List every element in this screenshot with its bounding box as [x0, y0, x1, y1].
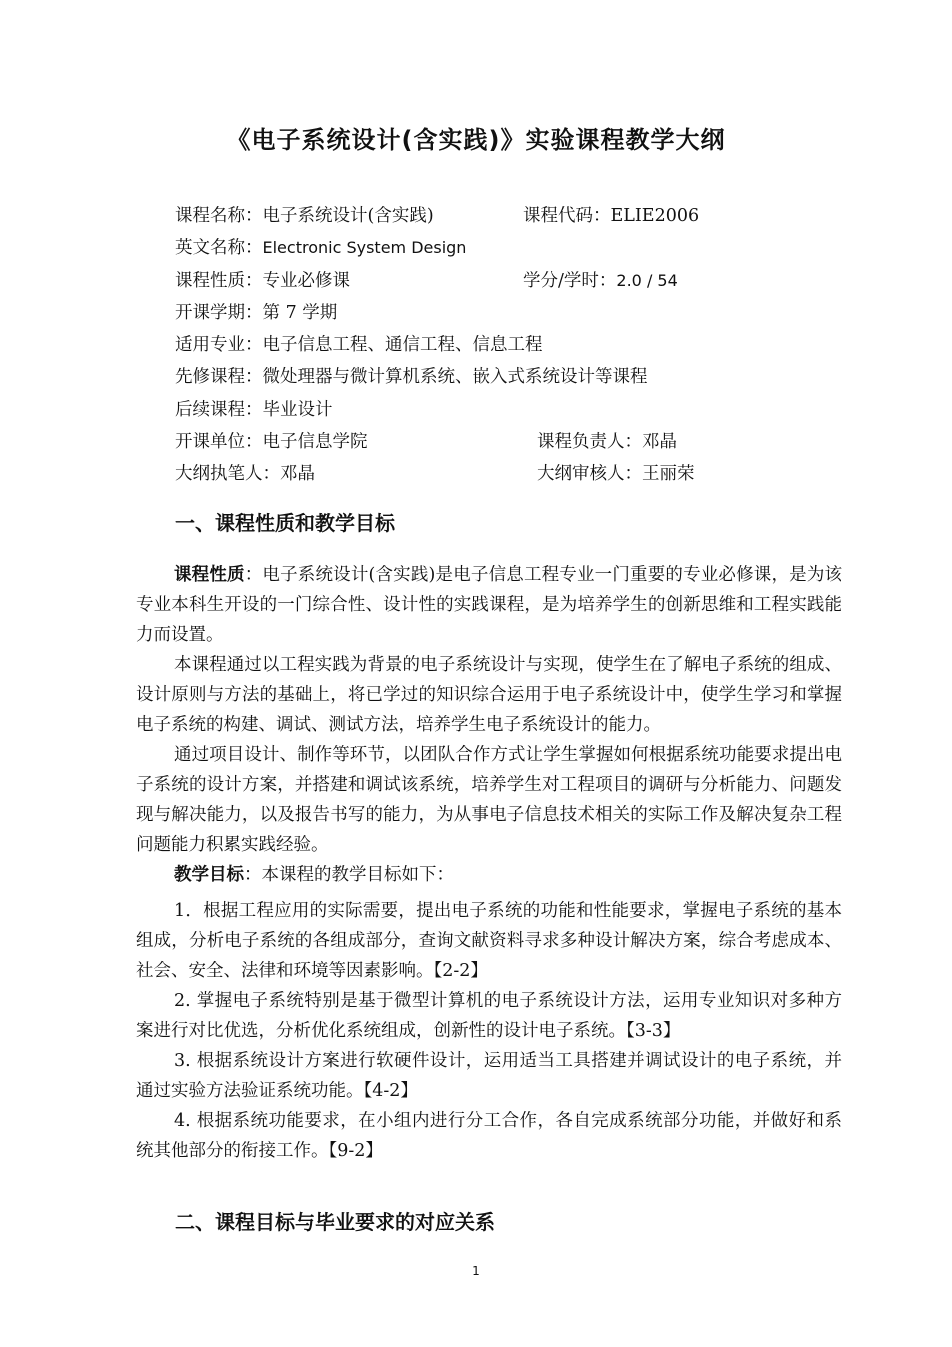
followup-label: 后续课程： — [175, 399, 263, 420]
nature-text: ：电子系统设计(含实践)是电子信息工程专业一门重要的专业必修课，是为该专业本科生开设的一门综合性、设计性的实践课程，是为培养学生的创新思维和工程实践能力而设置。 — [136, 565, 843, 645]
page-number: 1 — [472, 1264, 480, 1278]
info-row-semester — [175, 297, 875, 329]
course-code — [523, 200, 699, 232]
reviewer-value: 王丽荣 — [642, 464, 695, 485]
author-value: 邓晶 — [280, 464, 315, 485]
majors-value: 电子信息工程、通信工程、信息工程 — [262, 335, 543, 356]
info-row-unit — [175, 426, 875, 458]
unit-label: 开课单位： — [175, 432, 263, 453]
section1-body — [136, 560, 842, 1166]
goals-intro: ：本课程的教学目标如下： — [244, 865, 454, 885]
info-row-majors — [175, 329, 875, 361]
info-row-prerequisites — [175, 361, 875, 393]
section2-heading: 二、课程目标与毕业要求的对应关系 — [175, 1210, 495, 1234]
unit-value: 电子信息学院 — [262, 432, 368, 453]
course-code-label: 课程代码： — [523, 206, 611, 226]
majors-label: 适用专业： — [175, 335, 263, 356]
course-nature-label: 课程性质： — [175, 270, 263, 291]
credits-value: 2.0 / 54 — [616, 270, 678, 290]
info-row-author — [175, 458, 875, 490]
english-name-value: Electronic System Design — [262, 238, 467, 258]
course-name-value: 电子系统设计(含实践) — [262, 206, 434, 226]
info-row-english-name — [175, 232, 875, 264]
followup-value: 毕业设计 — [262, 399, 333, 420]
goal-item: 3. 根据系统设计方案进行软硬件设计，运用适当工具搭建并调试设计的电子系统，并通过实验方法验证系统功能。【4-2】 — [136, 1051, 842, 1101]
goal-item: 1．根据工程应用的实际需要，提出电子系统的功能和性能要求，掌握电子系统的基本组成，分析电子系统的各组成部分，查询文献资料寻求多种设计解决方案，综合考虑成本、社会、安全、法律和环境等因素影响。【2-2】 — [136, 901, 842, 981]
course-code-value: ELIE2006 — [610, 206, 700, 226]
paragraph-2: 本课程通过以工程实践为背景的电子系统设计与实现，使学生在了解电子系统的组成、设计原则与方法的基础上，将已学过的知识综合运用于电子系统设计中，使学生学习和掌握电子系统的构建、调试、测试方法，培养学生电子系统设计的能力。 — [136, 655, 842, 735]
credits-label: 学分/学时： — [523, 270, 617, 291]
prereq-label: 先修课程： — [175, 367, 263, 388]
credits — [523, 265, 678, 297]
leader-label: 课程负责人： — [537, 432, 642, 453]
reviewer — [537, 458, 695, 490]
author-label: 大纲执笔人： — [175, 464, 280, 485]
paragraph-3: 通过项目设计、制作等环节，以团队合作方式让学生掌握如何根据系统功能要求提出电子系统的设计方案，并搭建和调试该系统，培养学生对工程项目的调研与分析能力、问题发现与解决能力，以及报告书写的能力，为从事电子信息技术相关的实际工作及解决复杂工程问题能力积累实践经验。 — [136, 745, 842, 855]
course-info-block — [175, 200, 875, 491]
nature-label: 课程性质 — [174, 565, 245, 585]
semester-label: 开课学期： — [175, 302, 263, 323]
goals-label: 教学目标 — [174, 865, 244, 885]
semester-value: 第 7 学期 — [262, 302, 338, 323]
goal-item: 2. 掌握电子系统特别是基于微型计算机的电子系统设计方法，运用专业知识对多种方案进行对比优选，分析优化系统组成，创新性的设计电子系统。【3-3】 — [136, 991, 842, 1041]
course-leader — [537, 426, 677, 458]
document-title: 《电子系统设计(含实践)》实验课程教学大纲 — [226, 126, 726, 154]
section1-heading: 一、课程性质和教学目标 — [175, 511, 395, 535]
info-row-course-name — [175, 200, 875, 232]
leader-value: 邓晶 — [642, 432, 677, 453]
course-nature-value: 专业必修课 — [262, 270, 350, 291]
nature-paragraph — [136, 560, 842, 650]
info-row-nature — [175, 265, 875, 297]
course-name-label: 课程名称： — [175, 206, 263, 226]
reviewer-label: 大纲审核人： — [537, 464, 642, 485]
info-row-followup — [175, 394, 875, 426]
english-name-label: 英文名称： — [175, 238, 263, 259]
prereq-value: 微处理器与微计算机系统、嵌入式系统设计等课程 — [262, 367, 648, 388]
goals-intro-paragraph — [136, 860, 842, 890]
goal-item: 4. 根据系统功能要求，在小组内进行分工合作，各自完成系统部分功能，并做好和系统其他部分的衔接工作。【9-2】 — [136, 1111, 842, 1161]
